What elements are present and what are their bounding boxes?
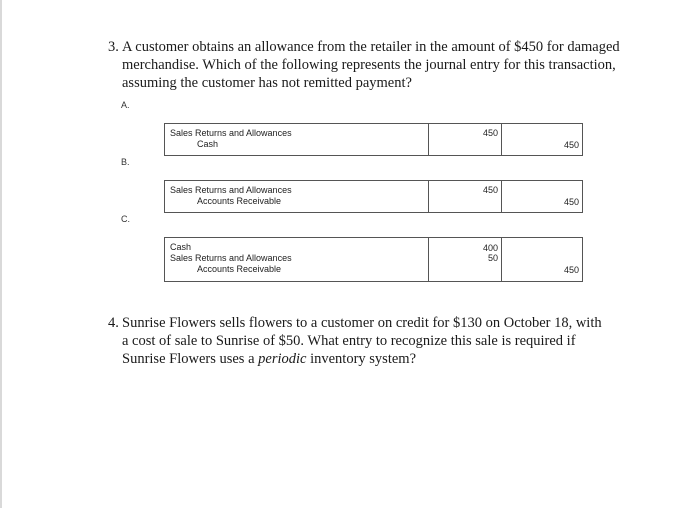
question-4-number: 4. bbox=[108, 315, 119, 331]
entry-c-account-2: Sales Returns and Allowances bbox=[170, 253, 292, 263]
entry-c-account-3: Accounts Receivable bbox=[197, 264, 282, 274]
entry-a-account-1: Sales Returns and Allowances bbox=[170, 128, 292, 138]
column-divider bbox=[501, 238, 502, 281]
question-4-line-1: Sunrise Flowers sells flowers to a customer on credit for $130 on October 18, with bbox=[122, 315, 602, 331]
column-divider bbox=[501, 124, 502, 155]
entry-b-credit-2: 450 bbox=[564, 197, 580, 207]
entry-a-debit-1: 450 bbox=[483, 128, 499, 138]
entry-b-debit-1: 450 bbox=[483, 185, 499, 195]
journal-entry-a bbox=[164, 123, 583, 156]
entry-c-debit-2: 50 bbox=[488, 253, 499, 263]
journal-entry-c bbox=[164, 237, 583, 282]
question-4-line-2: a cost of sale to Sunrise of $50. What entry to recognize this sale is required if bbox=[122, 333, 576, 349]
question-3-number: 3. bbox=[108, 39, 119, 55]
column-divider bbox=[428, 238, 429, 281]
question-4-italic-word: periodic bbox=[258, 351, 307, 367]
option-c-letter: C. bbox=[121, 214, 130, 224]
column-divider bbox=[501, 181, 502, 212]
column-divider bbox=[428, 124, 429, 155]
entry-c-account-1: Cash bbox=[170, 242, 192, 252]
journal-entry-b bbox=[164, 180, 583, 213]
question-4-line-3-end: inventory system? bbox=[306, 351, 417, 367]
entry-a-account-2: Cash bbox=[197, 139, 219, 149]
entry-c-debit-1: 400 bbox=[483, 243, 499, 253]
question-3-line-3: assuming the customer has not remitted payment? bbox=[122, 75, 412, 91]
page-left-border bbox=[0, 0, 2, 508]
question-4-line-3-start: Sunrise Flowers uses a bbox=[122, 351, 259, 367]
column-divider bbox=[428, 181, 429, 212]
entry-a-credit-2: 450 bbox=[564, 140, 580, 150]
question-3-line-2: merchandise. Which of the following represents the journal entry for this transaction, bbox=[122, 57, 616, 73]
option-b-letter: B. bbox=[121, 157, 130, 167]
entry-b-account-2: Accounts Receivable bbox=[197, 196, 282, 206]
option-a-letter: A. bbox=[121, 100, 130, 110]
entry-b-account-1: Sales Returns and Allowances bbox=[170, 185, 292, 195]
question-3-line-1: A customer obtains an allowance from the retailer in the amount of $450 for damaged bbox=[122, 39, 620, 55]
question-4-line-3 bbox=[122, 350, 416, 368]
entry-c-credit-3: 450 bbox=[564, 265, 580, 275]
